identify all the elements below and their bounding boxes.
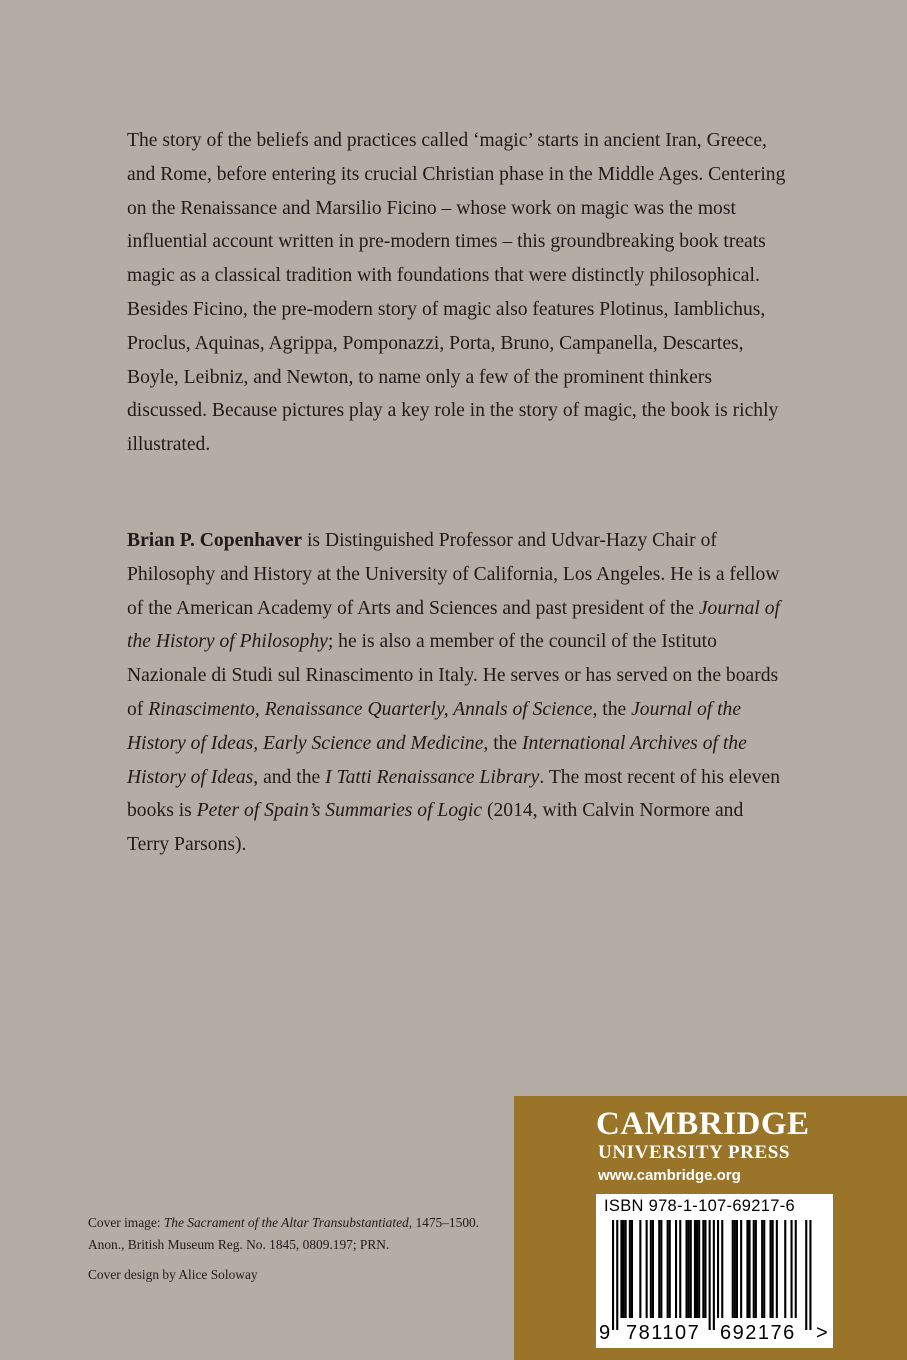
bio-text: is Distinguished Professor and Udvar-Hazy Chair of Philosophy and History at the University of California, Los Angeles. He is a fellow of the American Academy of Arts and Sciences and past president of the <box>127 530 780 619</box>
barcode-bar <box>631 1220 633 1318</box>
bio-text: ; he is also a member of the council of the Istituto Nazionale di Studi sul Rinascimento in Italy. He serves or has served on the boards of <box>127 631 779 720</box>
author-biography <box>127 524 787 862</box>
cover-design-credit: Cover design by Alice Soloway <box>88 1267 258 1282</box>
publisher-panel <box>514 1096 907 1360</box>
bio-italic-title: Journal of the History of Philosophy <box>127 597 780 653</box>
bio-text: (2014, with Calvin Normore and Terry Parsons). <box>127 800 744 856</box>
cover-image-credit <box>88 1212 488 1256</box>
barcode-bar <box>763 1220 765 1318</box>
barcode-bar <box>717 1220 719 1318</box>
bio-italic-title: Journal of the History of Ideas, Early Science and Medicine <box>127 698 742 754</box>
barcode-bar <box>675 1220 677 1318</box>
barcode-bar <box>784 1220 786 1318</box>
bio-italic-title: International Archives of the History of Ideas <box>127 732 747 788</box>
barcode-bar <box>761 1220 763 1318</box>
bio-text: , the <box>483 732 523 754</box>
barcode-bar <box>625 1220 627 1318</box>
barcode-bar <box>770 1220 772 1318</box>
bio-italic-title: I Tatti Renaissance Library <box>325 766 540 788</box>
credit-label: Cover image: <box>88 1215 164 1230</box>
author-name: Brian P. Copenhaver <box>127 530 303 551</box>
bio-text: , and the <box>253 766 326 788</box>
barcode-bar <box>702 1220 704 1318</box>
barcode-bar <box>686 1220 688 1318</box>
publisher-subtitle: UNIVERSITY PRESS <box>598 1142 791 1163</box>
barcode-bar <box>639 1220 641 1318</box>
barcode-bar <box>694 1220 696 1318</box>
barcode-bar <box>755 1220 757 1318</box>
ean-first-digit: 9 <box>599 1322 612 1344</box>
barcode-bar <box>660 1220 662 1318</box>
ean-right-digits: 692176 <box>720 1322 796 1344</box>
publisher-name: CAMBRIDGE <box>596 1106 810 1142</box>
barcode-bar <box>713 1220 715 1330</box>
barcode-bar <box>809 1220 811 1330</box>
barcode-bar <box>667 1220 669 1318</box>
barcode-bar <box>629 1220 631 1318</box>
barcode-bar <box>709 1220 711 1330</box>
barcode-bar <box>805 1220 807 1330</box>
barcode-bar <box>669 1220 671 1318</box>
barcode-bar <box>795 1220 797 1318</box>
back-cover-blurb: The story of the beliefs and practices called ‘magic’ starts in ancient Iran, Greece, and Rome, before entering its crucial Christian phase in the Middle Ages. Centering on the Renaissance and Marsilio Ficino – whose work on magic was the most influential account written in pre-modern times – this groundbreaking book treats magic as a classical tradition with foundations that were distinctly philosophical. Besides Ficino, the pre-modern story of magic also features Plotinus, Iamblichus, Proclus, Aquinas, Agrippa, Pomponazzi, Porta, Bruno, Campanella, Descartes, Boyle, Leibniz, and Newton, to name only a few of the prominent thinkers discussed. Because pictures play a key role in the story of magic, the book is richly illustrated. <box>127 130 786 456</box>
barcode-bar <box>646 1220 648 1318</box>
barcode-bar <box>746 1220 748 1318</box>
bio-text: . The most recent of his eleven books is <box>127 766 781 822</box>
barcode-bar <box>679 1220 681 1318</box>
bio-italic-title: Peter of Spain’s Summaries of Logic <box>196 800 483 822</box>
ean-left-digits: 781107 <box>626 1322 701 1344</box>
barcode-bar <box>690 1220 692 1318</box>
barcode-bar <box>734 1220 736 1318</box>
barcode-bar <box>753 1220 755 1318</box>
barcode <box>596 1194 833 1348</box>
credit-artwork-title: The Sacrament of the Altar Transubstantiated <box>163 1215 409 1230</box>
barcode-bar <box>688 1220 690 1318</box>
barcode-bar <box>704 1220 706 1318</box>
publisher-url: www.cambridge.org <box>598 1167 741 1184</box>
barcode-bar <box>772 1220 774 1318</box>
barcode-bar <box>776 1220 778 1318</box>
ean-arrow: > <box>816 1322 830 1344</box>
barcode-bar <box>732 1220 734 1318</box>
barcode-bar <box>791 1220 793 1318</box>
barcode-bar <box>616 1220 618 1330</box>
barcode-bar <box>620 1220 622 1318</box>
barcode-bar <box>721 1220 723 1318</box>
barcode-bar <box>740 1220 742 1318</box>
barcode-bar <box>652 1220 654 1318</box>
barcode-bar <box>623 1220 625 1318</box>
barcode-bar <box>698 1220 700 1318</box>
isbn-label: ISBN 978-1-107-69217-6 <box>604 1197 795 1215</box>
bio-italic-title: Rinascimento, Renaissance Quarterly, Annals of Science <box>148 698 593 720</box>
bio-text: , the <box>592 698 632 720</box>
barcode-bar <box>658 1220 660 1318</box>
barcode-bar <box>650 1220 652 1318</box>
barcode-bar <box>736 1220 738 1318</box>
barcode-bar <box>612 1220 614 1330</box>
barcode-bar <box>749 1220 751 1318</box>
credit-details: , 1475–1500. Anon., British Museum Reg. No. 1845, 0809.197; PRN. <box>88 1215 480 1252</box>
barcode-bar <box>696 1220 698 1318</box>
cover-credits <box>88 1212 488 1286</box>
